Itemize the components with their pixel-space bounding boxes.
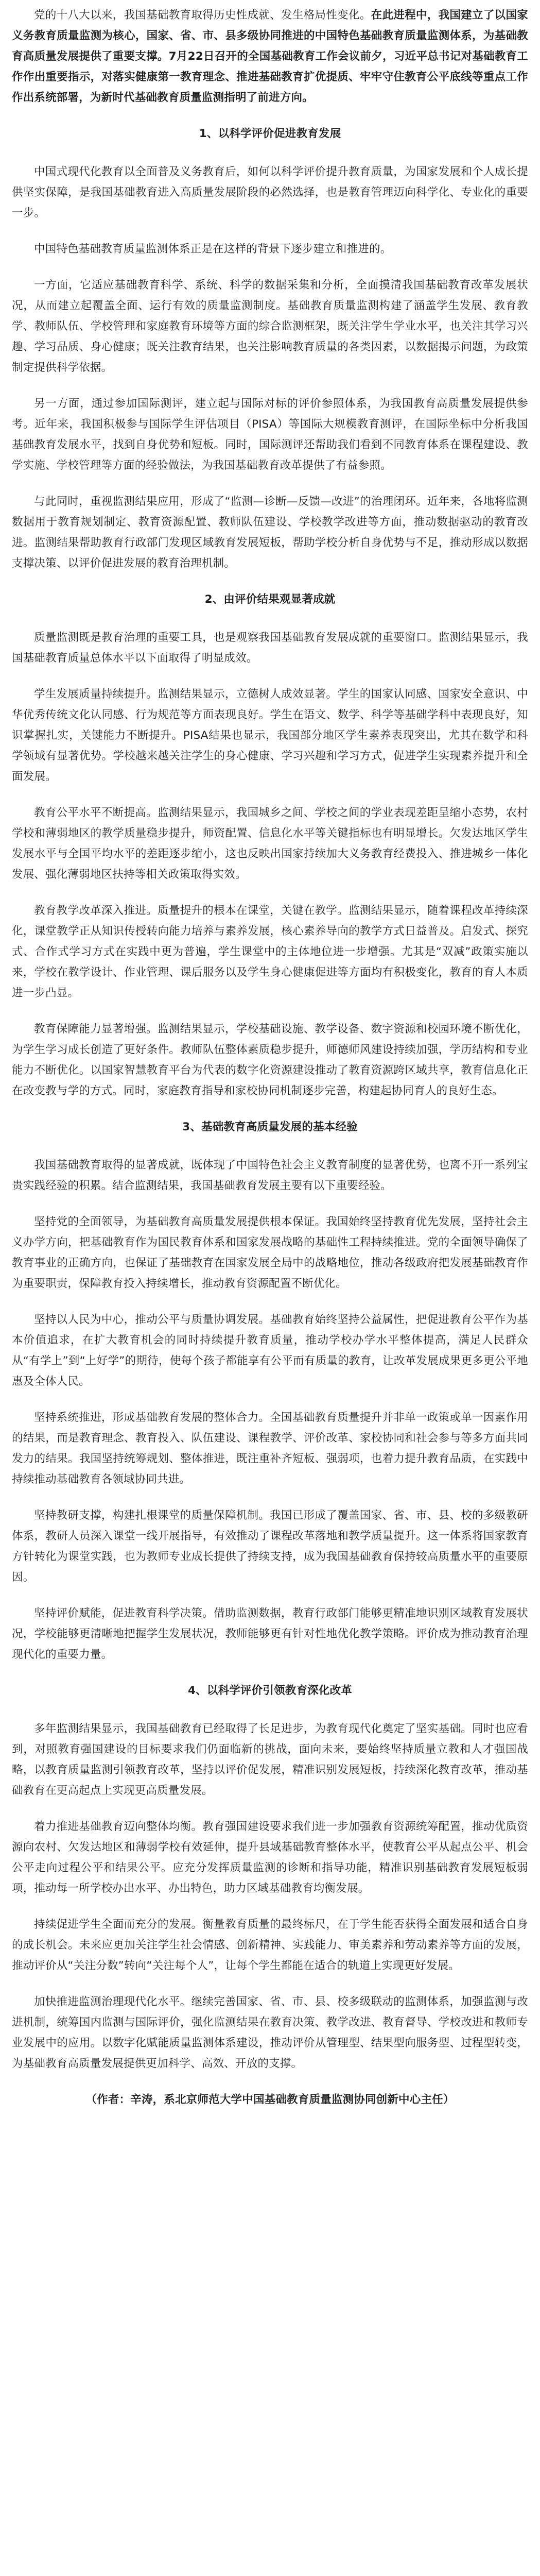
body-paragraph: 中国式现代化教育以全面普及义务教育后，如何以科学评价提升教育质量，为国家发展和个人成长提供坚实保障，是我国基础教育进入高质量发展阶段的必然选择，也是教育管理迈向科学化、专业化的重要一步。 <box>12 165 528 219</box>
body-paragraph: 多年监测结果显示，我国基础教育已经取得了长足进步，为教育现代化奠定了坚实基础。同时也应看到，对照教育强国建设的目标要求我们仍面临新的挑战，面向未来，要始终坚持质量立教和人才强国战略，以教育质量监测引领教育改革，坚持以评价促发展，精准识别发展短板，持续深化教育改革，推动基础教育在更高起点上实现更高质量发展。 <box>12 1722 528 1797</box>
body-paragraph: 质量监测既是教育治理的重要工具，也是观察我国基础教育发展成就的重要窗口。监测结果显示，我国基础教育质量总体水平以下面取得了明显成效。 <box>12 631 528 665</box>
body-paragraph: 另一方面，通过参加国际测评，建立起与国际对标的评价参照体系，为我国教育高质量发展提供参考。近年来，我国积极参与国际学生评估项目（PISA）等国际大规模教育测评，在国际坐标中分析我国基础教育发展水平，找到自身优势和短板。同时，国际测评还帮助我们看到不同教育体系在课程建设、教学实施、学校管理等方面的经验做法，为我国基础教育改革提供了有益参照。 <box>12 397 528 472</box>
body-paragraph: 坚持评价赋能，促进教育科学决策。借助监测数据，教育行政部门能够更精准地识别区域教育发展状况，学校能够更清晰地把握学生发展状况，教师能够更有针对性地优化教学策略。评价成为推动教育治理现代化的重要力量。 <box>12 1607 528 1661</box>
intro-lead: 党的十八大以来，我国基础教育取得历史性成就、发生格局性变化。 <box>34 9 371 22</box>
body-paragraph: 加快推进监测治理现代化水平。继续完善国家、省、市、县、校多级联动的监测体系，加强监测与改进机制，统筹国内监测与国际评价，强化监测结果在教育决策、教学改进、教育督导、学校改进和教师专业发展中的应用。以数字化赋能质量监测体系建设，推动评价从管理型、结果型向服务型、过程型转变，为基础教育高质量发展提供更加科学、高效、开放的支撑。 <box>12 1995 528 2070</box>
body-paragraph: 坚持教研支撑，构建扎根课堂的质量保障机制。我国已形成了覆盖国家、省、市、县、校的多级教研体系，教研人员深入课堂一线开展指导，有效推动了课程改革落地和教学质量提升。这一体系将国家教育方针转化为课堂实践，也为教师专业成长提供了持续支持，成为我国基础教育保持较高质量水平的重要原因。 <box>12 1509 528 1584</box>
body-paragraph: 我国基础教育取得的显著成就，既体现了中国特色社会主义教育制度的显著优势，也离不开一系列宝贵实践经验的积累。结合监测结果，我国基础教育发展主要有以下重要经验。 <box>12 1159 528 1192</box>
body-paragraph: 坚持系统推进，形成基础教育发展的整体合力。全国基础教育质量提升并非单一政策或单一因素作用的结果，而是教育理念、教育投入、队伍建设、课程教学、评价改革、家校协同和社会参与等多方面共同发力的结果。我国坚持统筹规划、整体推进，既注重补齐短板、强弱项，也着力提升教育品质，在实践中持续推动基础教育各领域协同共进。 <box>12 1411 528 1486</box>
section-heading: 2、由评价结果观显著成就 <box>204 593 336 606</box>
body-paragraph: 与此同时，重视监测结果应用，形成了“监测—诊断—反馈—改进”的治理闭环。近年来，各地将监测数据用于教育规划制定、教育资源配置、教师队伍建设、学校教学改进等方面，推动数据驱动的教育改进。监测结果帮助教育行政部门发现区域教育发展短板，帮助学校分析自身优势与不足，推动形成以数据支撑决策、以评价促进发展的教育治理机制。 <box>12 495 528 570</box>
body-paragraph: 坚持以人民为中心，推动公平与质量协调发展。基础教育始终坚持公益属性，把促进教育公平作为基本价值追求，在扩大教育机会的同时持续提升教育质量，推动学校办学水平整体提高，满足人民群众从“有学上”到“上好学”的期待，使每个孩子都能享有公平而有质量的教育，让改革发展成果更多更公平地惠及全体人民。 <box>12 1313 528 1388</box>
section-heading: 4、以科学评价引领教育深化改革 <box>188 1684 352 1697</box>
author-credit: （作者：辛涛，系北京师范大学中国基础教育质量监测协同创新中心主任） <box>85 2093 455 2106</box>
section-heading: 1、以科学评价促进教育发展 <box>199 127 341 140</box>
section-heading: 3、基础教育高质量发展的基本经验 <box>182 1121 358 1133</box>
body-paragraph: 教育公平水平不断提高。监测结果显示，我国城乡之间、学校之间的学业表现差距呈缩小态势，农村学校和薄弱地区的教学质量稳步提升，师资配置、信息化水平等关键指标也有明显增长。欠发达地区学生发展水平与全国平均水平的差距逐步缩小，这也反映出国家持续加大义务教育经费投入、推进城乡一体化发展、强化薄弱地区扶持等相关政策取得实效。 <box>12 806 528 881</box>
intro-paragraph <box>12 5 528 108</box>
body-paragraph: 坚持党的全面领导，为基础教育高质量发展提供根本保证。我国始终坚持教育优先发展，坚持社会主义办学方向，把基础教育作为国民教育体系和国家发展战略的基础性工程持续推进。党的全面领导确保了教育事业的正确方向，也保证了基础教育在国家发展全局中的战略地位，推动各级政府把发展基础教育作为重要职责，保障教育投入持续增长，推动教育资源配置不断优化。 <box>12 1215 528 1290</box>
intro-highlight: 在此进程中，我国建立了以国家义务教育质量监测为核心，国家、省、市、县多级协同推进的中国特色基础教育质量监测体系，为基础教育高质量发展提供了重要支撑。7月22日召开的全国基础教育工作会议前夕，习近平总书记对基础教育工作作出重要指示，对落实健康第一教育理念、推进基础教育扩优提质、牢牢守住教育公平底线等重点工作作出系统部署，为新时代基础教育质量监测指明了前进方向。 <box>12 9 528 104</box>
body-paragraph: 一方面，它适应基础教育科学、系统、科学的数据采集和分析，全面摸清我国基础教育改革发展状况，从而建立起覆盖全面、运行有效的质量监测制度。基础教育质量监测构建了涵盖学生发展、教育教学、教师队伍、学校管理和家庭教育环境等方面的综合监测框架，既关注学生学业水平，也关注其学习兴趣、学习品质、身心健康；既关注教育结果，也关注影响教育质量的各类因素，以数据揭示问题，为政策制定提供科学依据。 <box>12 279 528 374</box>
body-paragraph: 学生发展质量持续提升。监测结果显示，立德树人成效显著。学生的国家认同感、国家安全意识、中华优秀传统文化认同感、行为规范等方面表现良好。学生在语文、数学、科学等基础学科中表现良好，知识掌握扎实，关键能力不断提升。PISA结果也显示，我国部分地区学生素养表现突出，尤其在数学和科学领域有显著优势。学校越来越关注学生的身心健康、学习兴趣和学习方式，促进学生实现素养提升和全面发展。 <box>12 688 528 783</box>
body-paragraph: 中国特色基础教育质量监测体系正是在这样的背景下逐步建立和推进的。 <box>34 243 392 256</box>
body-paragraph: 教育保障能力显著增强。监测结果显示，学校基础设施、教学设备、数字资源和校园环境不断优化，为学生学习成长创造了更好条件。教师队伍整体素质稳步提升，师德师风建设持续加强，学历结构和专业能力不断优化。以国家智慧教育平台为代表的数字化资源建设推动了教育资源跨区域共享，教育信息化正在改变教与学的方式。同时，家庭教育指导和家校协同机制逐步完善，构建起协同育人的良好生态。 <box>12 1023 528 1097</box>
body-paragraph: 着力推进基础教育迈向整体均衡。教育强国建设要求我们进一步加强教育资源统筹配置，推动优质资源向农村、欠发达地区和薄弱学校有效延伸，提升县域基础教育整体水平，使教育公平从起点公平、机会公平走向过程公平和结果公平。应充分发挥质量监测的诊断和指导功能，精准识别基础教育发展短板弱项，推动每一所学校办出水平、办出特色，助力区域基础教育均衡发展。 <box>12 1820 528 1895</box>
body-paragraph: 持续促进学生全面而充分的发展。衡量教育质量的最终标尺，在于学生能否获得全面发展和适合自身的成长机会。未来应更加关注学生社会情感、创新精神、实践能力、审美素养和劳动素养等方面的发展，推动评价从“关注分数”转向“关注每个人”，让每个学生都能在适合的轨道上实现更好发展。 <box>12 1918 528 1972</box>
body-paragraph: 教育教学改革深入推进。质量提升的根本在课堂，关键在教学。监测结果显示，随着课程改革持续深化，课堂教学正从知识传授转向能力培养与素养发展，核心素养导向的教学方式日益普及。启发式、探究式、合作式学习方式在实践中更为普遍，学生课堂中的主体地位进一步增强。尤其是“双减”政策实施以来，学校在教学设计、作业管理、课后服务以及学生身心健康促进等方面均有积极变化，教育的育人本质进一步凸显。 <box>12 904 528 999</box>
